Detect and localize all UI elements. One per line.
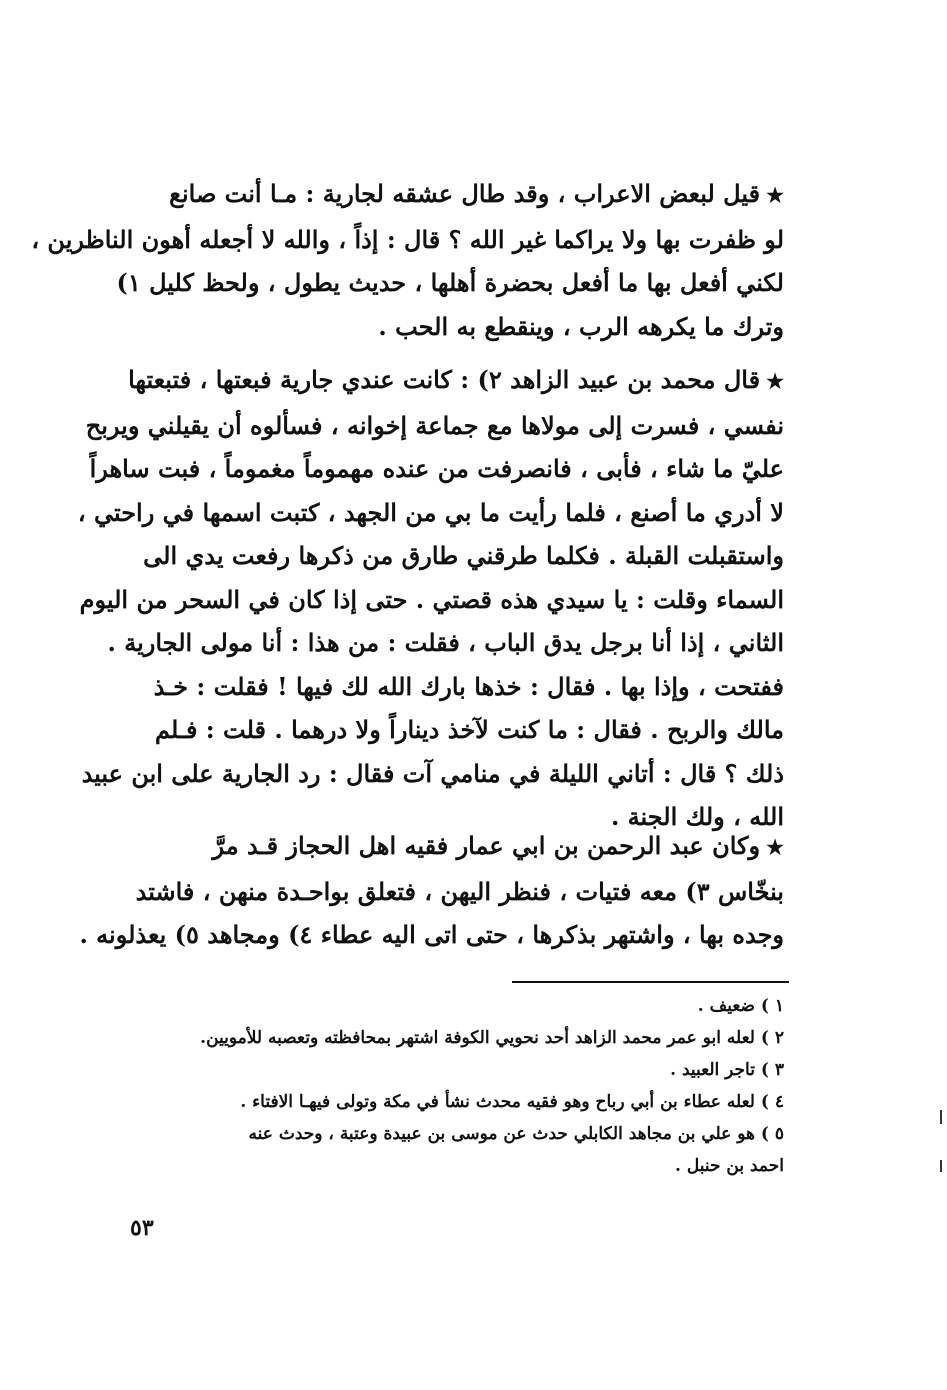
paragraph-line: مالك والربح . فقال : ما كنت لآخذ ديناراً ولا درهما . قلت : فـلم xyxy=(155,715,784,744)
paragraph-line: عليّ ما شاء ، فأبى ، فانصرفت من عنده مهموماً مغموماً ، فبت ساهراً xyxy=(89,454,784,483)
scan-edge-mark xyxy=(940,1110,942,1124)
paragraph-line: لكني أفعل بها ما أفعل بحضرة أهلها ، حديث يطول ، ولحظ كليل ١) xyxy=(116,268,784,297)
paragraph-1 xyxy=(31,172,784,348)
paragraph-line: وجده بها ، واشتهر بذكرها ، حتى اتى اليه عطاء ٤) ومجاهد ٥) يعذلونه . xyxy=(79,920,784,949)
footnote: احمد بن حنبل . xyxy=(675,1156,784,1176)
footnote: ٣ ) تاجر العبيد . xyxy=(670,1060,784,1080)
paragraph-line: ذلك ؟ قال : أتاني الليلة في منامي آت فقال : رد الجارية على ابن عبيد xyxy=(81,758,784,788)
paragraph-line: الثاني ، إذا أنا برجل يدق الباب ، فقلت : من هذا : أنا مولى الجارية . xyxy=(107,628,784,657)
paragraph-line: ★قيل لبعض الاعراب ، وقد طال عشقه لجارية : مـا أنت صانع xyxy=(169,179,784,208)
paragraph-line: السماء وقلت : يا سيدي هذه قصتي . حتى إذا كان في السحر من اليوم xyxy=(79,584,784,614)
paragraph-line: واستقبلت القبلة . فكلما طرقني طارق من ذكرها رفعت يدي الى xyxy=(143,541,784,570)
star-marker-icon: ★ xyxy=(766,835,784,859)
paragraph-line: بنخّاس ٣) معه فتيات ، فنظر اليهن ، فتعلق بواحـدة منهن ، فاشتد xyxy=(135,876,784,906)
paragraph-line: ففتحت ، وإذا بها . فقال : خذها بارك الله لك فيها ! فقلت : خـذ xyxy=(153,671,784,701)
paragraph-2 xyxy=(77,358,784,839)
paragraph-line: الله ، ولك الجنة . xyxy=(610,802,784,831)
star-marker-icon: ★ xyxy=(766,369,784,393)
scan-edge-mark xyxy=(940,1160,942,1172)
paragraph-line: وترك ما يكرهه الرب ، وينقطع به الحب . xyxy=(378,311,784,341)
paragraph-line: نفسي ، فسرت إلى مولاها مع جماعة إخوانه ، فسألوه أن يقيلني ويربح xyxy=(85,410,784,440)
page-number: ٥٣ xyxy=(130,1215,154,1241)
paragraph-line: ★وكان عبد الرحمن بن ابي عمار فقيه اهل الحجاز قـد مرَّ xyxy=(212,831,784,860)
footnote: ٥ ) هو علي بن مجاهد الكابلي حدث عن موسى بن عبيدة وعتبة ، وحدث عنه xyxy=(248,1124,784,1144)
paragraph-line: ★قال محمد بن عبيد الزاهد ٢) : كانت عندي جارية فبعتها ، فتبعتها xyxy=(128,365,784,394)
footnote: ١ ) ضعيف . xyxy=(697,996,784,1016)
paragraph-line: لو ظفرت بها ولا يراكما غير الله ؟ قال : إذاً ، والله لا أجعله أهون الناظرين ، xyxy=(31,224,784,254)
star-marker-icon: ★ xyxy=(766,183,784,207)
footnote-divider xyxy=(512,981,789,983)
footnote: ٤ ) لعله عطاء بن أبي رباح وهو فقيه محدث نشأ في مكة وتولى فيهـا الافتاء . xyxy=(240,1092,784,1112)
footnotes xyxy=(108,990,784,1182)
paragraph-3 xyxy=(79,824,784,957)
paragraph-line: لا أدري ما أصنع ، فلما رأيت ما بي من الجهد ، كتبت اسمها في راحتي ، xyxy=(77,497,784,527)
footnote: ٢ ) لعله ابو عمر محمد الزاهد أحد نحويي الكوفة اشتهر بمحافظته وتعصبه للأمويين. xyxy=(200,1028,784,1048)
